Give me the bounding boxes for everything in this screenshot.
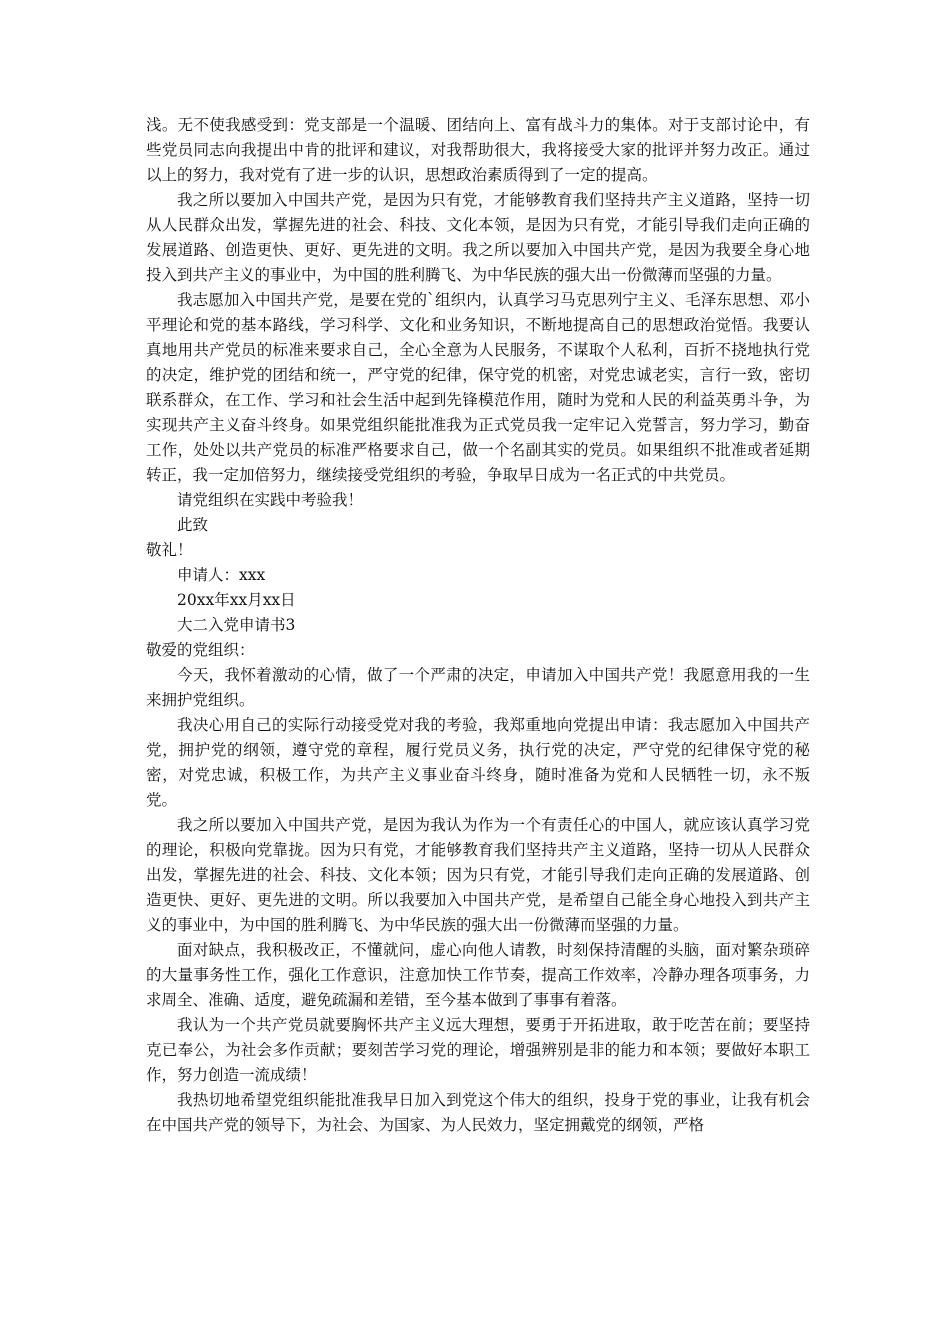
closing-salutation-2: 敬礼！ bbox=[146, 541, 193, 559]
closing-salutation-1: 此致 bbox=[177, 516, 209, 534]
paragraph-3: 我志愿加入中国共产党，是要在党的`组织内，认真学习马克思列宁主义、毛泽东思想、邓小平理论和党的基本路线，学习科学、文化和业务知识，不断地提高自己的思想政治觉悟。我要认真地用共产党员的标准来要求自己，全心全意为人民服务，不谋取个人私利，百折不挠地执行党的决定，维护党的团结和统一，严守党的纪律，保守党的机密，对党忠诚老实，言行一致，密切联系群众，在工作、学习和社会生活中起到先锋模范作用，随时为党和人民的利益英勇斗争，为实现共产主义奋斗终身。如果党组织能批准我为正式党员我一定牢记入党誓言，努力学习，勤奋工作，处处以共产党员的标准严格要求自己，做一个名副其实的党员。如果组织不批准或者延期转正，我一定加倍努力，继续接受党组织的考验，争取早日成为一名正式的中共党员。 bbox=[146, 291, 810, 484]
paragraph-7: 我之所以要加入中国共产党，是因为我认为作为一个有责任心的中国人，就应该认真学习党的理论，积极向党靠拢。因为只有党，才能够教育我们坚持共产主义道路，坚持一切从人民群众出发，掌握先进的社会、科技、文化本领；因为只有党，才能引导我们走向正确的发展道路、创造更快、更好、更先进的文明。所以我要加入中国共产党，是希望自己能全身心地投入到共产主义的事业中，为中国的胜利腾飞、为中华民族的强大出一份微薄而坚强的力量。 bbox=[146, 816, 810, 934]
paragraph-5: 今天，我怀着激动的心情，做了一个严肃的决定，申请加入中国共产党！我愿意用我的一生来拥护党组织。 bbox=[146, 666, 810, 709]
applicant-line: 申请人：xxx bbox=[177, 566, 266, 584]
paragraph-1: 浅。无不使我感受到：党支部是一个温暖、团结向上、富有战斗力的集体。对于支部讨论中，有些党员同志向我提出中肯的批评和建议，对我帮助很大，我将接受大家的批评并努力改正。通过以上的努力，我对党有了进一步的认识，思想政治素质得到了一定的提高。 bbox=[146, 116, 810, 184]
date-line: 20xx年xx月xx日 bbox=[177, 591, 296, 609]
paragraph-2: 我之所以要加入中国共产党，是因为只有党，才能够教育我们坚持共产主义道路，坚持一切从人民群众出发，掌握先进的社会、科技、文化本领，是因为只有党，才能引导我们走向正确的发展道路、创造更快、更好、更先进的文明。我之所以要加入中国共产党，是因为我要全身心地投入到共产主义的事业中，为中国的胜利腾飞、为中华民族的强大出一份微薄而坚强的力量。 bbox=[146, 191, 810, 284]
paragraph-8: 面对缺点，我积极改正，不懂就问，虚心向他人请教，时刻保持清醒的头脑，面对繁杂琐碎的大量事务性工作，强化工作意识，注意加快工作节奏，提高工作效率，冷静办理各项事务，力求周全、准确、适度，避免疏漏和差错，至今基本做到了事事有着落。 bbox=[146, 941, 810, 1009]
paragraph-4: 请党组织在实践中考验我！ bbox=[177, 491, 364, 509]
section-title: 大二入党申请书3 bbox=[177, 616, 296, 634]
paragraph-10: 我热切地希望党组织能批准我早日加入到党这个伟大的组织，投身于党的事业，让我有机会在中国共产党的领导下，为社会、为国家、为人民效力，坚定拥戴党的纲领，严格 bbox=[146, 1091, 810, 1134]
greeting-line: 敬爱的党组织： bbox=[146, 641, 255, 659]
paragraph-6: 我决心用自己的实际行动接受党对我的考验，我郑重地向党提出申请：我志愿加入中国共产党，拥护党的纲领，遵守党的章程，履行党员义务，执行党的决定，严守党的纪律保守党的秘密，对党忠诚，积极工作，为共产主义事业奋斗终身，随时准备为党和人民牺牲一切，永不叛党。 bbox=[146, 716, 810, 809]
document-body bbox=[146, 113, 810, 1138]
paragraph-9: 我认为一个共产党员就要胸怀共产主义远大理想，要勇于开拓进取，敢于吃苦在前；要坚持克已奉公，为社会多作贡献；要刻苦学习党的理论，增强辨别是非的能力和本领；要做好本职工作，努力创造一流成绩！ bbox=[146, 1016, 810, 1084]
